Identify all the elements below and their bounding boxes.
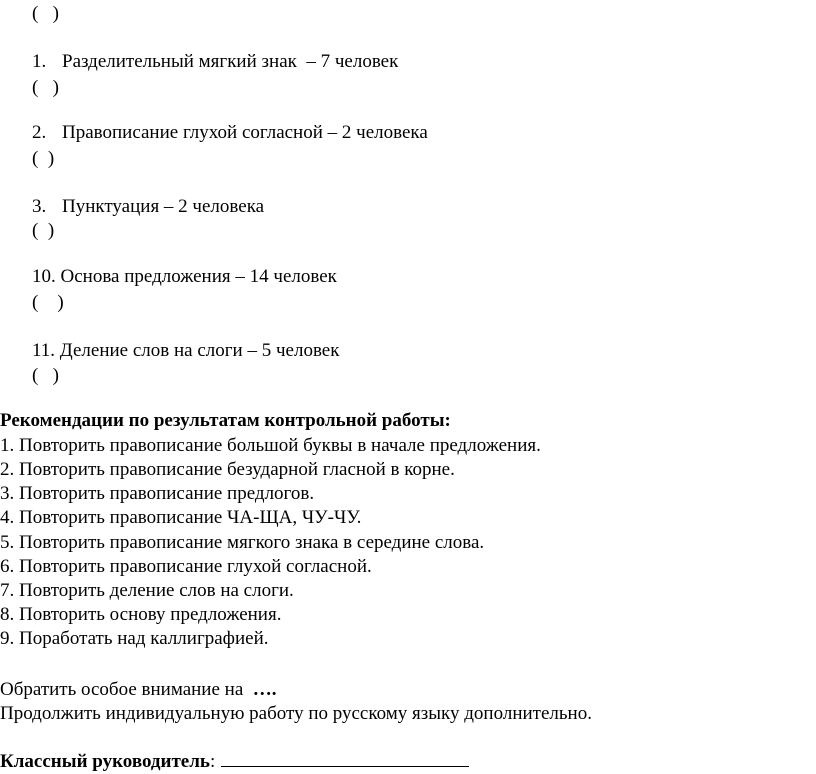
attention-label: Обратить особое внимание на xyxy=(0,679,253,700)
signature-label: Классный руководитель xyxy=(0,751,210,772)
error-item-text: Правописание глухой согласной – 2 человека xyxy=(62,122,428,143)
recommendation-item: 4. Повторить правописание ЧА-ЩА, ЧУ-ЧУ. xyxy=(0,507,362,528)
error-item xyxy=(32,339,339,363)
recommendation-item: 3. Повторить правописание предлогов. xyxy=(0,483,315,504)
top-parenthesis: ( ) xyxy=(32,3,59,24)
error-item-parenthesis: ( ) xyxy=(32,220,55,241)
error-item xyxy=(32,265,337,289)
error-item-number: 1. xyxy=(32,51,47,72)
recommendation-item: 5. Повторить правописание мягкого знака в середине слова. xyxy=(0,532,485,553)
recommendation-item: 9. Поработать над каллиграфией. xyxy=(0,628,269,649)
recommendation-item: 6. Повторить правописание глухой согласной. xyxy=(0,556,372,577)
error-item-text: Деление слов на слоги – 5 человек xyxy=(59,340,340,361)
error-item-number: 10. xyxy=(32,266,56,287)
error-item-number: 3. xyxy=(32,196,47,217)
recommendation-item: 8. Повторить основу предложения. xyxy=(0,604,282,625)
signature-colon: : xyxy=(209,751,216,772)
error-item-parenthesis: ( ) xyxy=(32,148,55,169)
signature-line xyxy=(0,748,469,774)
continue-work-text: Продолжить индивидуальную работу по русскому языку дополнительно. xyxy=(0,703,592,724)
recommendation-item: 1. Повторить правописание большой буквы в начале предложения. xyxy=(0,435,541,456)
error-item-text: Пунктуация – 2 человека xyxy=(62,196,265,217)
error-item-parenthesis: ( ) xyxy=(32,365,59,386)
error-item-number: 11. xyxy=(32,340,56,361)
recommendation-item: 2. Повторить правописание безударной гласной в корне. xyxy=(0,459,455,480)
error-item-text: Основа предложения – 14 человек xyxy=(60,266,337,287)
error-item-number: 2. xyxy=(32,122,47,143)
recommendations-heading: Рекомендации по результатам контрольной работы: xyxy=(0,410,451,431)
error-item-parenthesis: ( ) xyxy=(32,292,64,313)
attention-line xyxy=(0,678,277,702)
error-item-text: Разделительный мягкий знак – 7 человек xyxy=(62,51,399,72)
error-item xyxy=(32,121,428,145)
signature-blank-field xyxy=(221,748,469,767)
error-item-parenthesis: ( ) xyxy=(32,77,59,98)
recommendation-item: 7. Повторить деление слов на слоги. xyxy=(0,580,294,601)
error-item xyxy=(32,195,264,219)
attention-dots: …. xyxy=(252,679,277,700)
error-item xyxy=(32,50,398,74)
